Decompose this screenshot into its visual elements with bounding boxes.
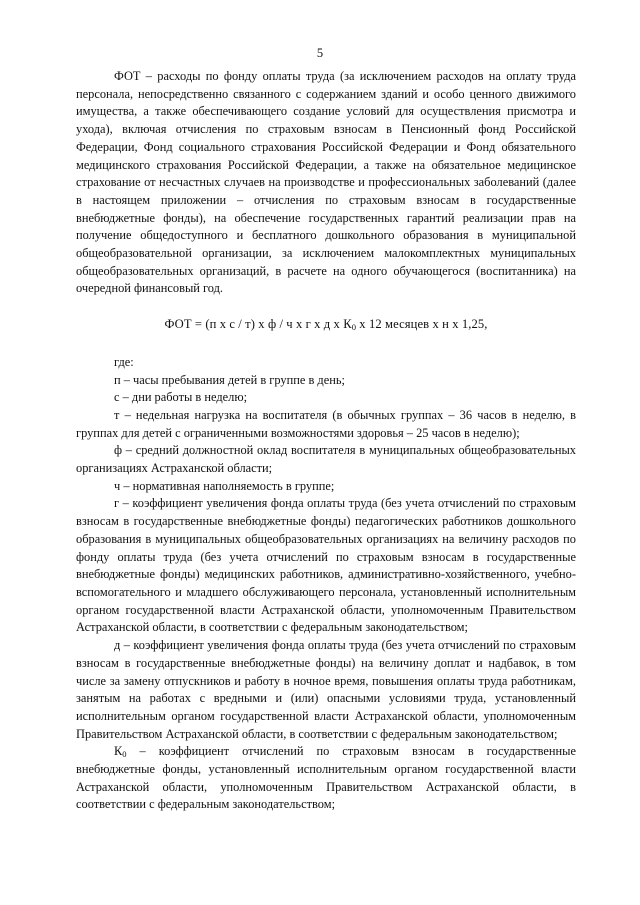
- formula-subscript: 0: [351, 322, 357, 333]
- k0-text: – коэффициент отчислений по страховым взносам в государственные внебюджетные фонды, установленный исполнительным органом государственной власти Астраханской области, уполномоченным Правительством Астраханской области, в соответствии с федеральным законодательством;: [76, 744, 576, 812]
- variable-item-k0: [76, 743, 576, 814]
- variable-item-f: ф – средний должностной оклад воспитателя в муниципальных общеобразовательных организациях Астраханской области;: [76, 443, 576, 476]
- k0-subscript: 0: [122, 749, 127, 760]
- variable-item-t: т – недельная нагрузка на воспитателя (в обычных группах – 36 часов в неделю, в группах для детей с ограниченными возможностями здоровья – 25 часов в неделю);: [76, 407, 576, 440]
- k0-symbol: К: [114, 744, 123, 759]
- document-body: [76, 68, 576, 814]
- page-number: 5: [316, 46, 324, 60]
- where-label: где:: [114, 354, 134, 369]
- formula-main: ФОТ = (п х с / т) х ф / ч х г х д х К: [164, 317, 352, 332]
- variable-item-s: с – дни работы в неделю;: [114, 390, 248, 405]
- fot-definition-paragraph: ФОТ – расходы по фонду оплаты труда (за исключением расходов на оплату труда персонала, непосредственно связанного с содержанием зданий и особо ценного движимого имущества, а также обеспечивающего создание условий для осуществления присмотра и ухода), включая отчисления по страховым взносам в Пенсионный фонд Российской Федерации, Фонд социального страхования Российской Федерации и Фонд обязательного медицинского страхования Российской Федерации, а также на обязательное медицинское страхование от несчастных случаев на производстве и профессиональных заболеваний (далее в настоящем приложении – отчисления по страховым взносам в государственные внебюджетные фонды), на обеспечение государственных гарантий реализации прав на получение общедоступного и бесплатного дошкольного образования в муниципальной общеобразовательной организации, за исключением малокомплектных муниципальных общеобразовательных организаций, в расчете на одного обучающегося (воспитанника) на очередной финансовый год.: [76, 69, 576, 296]
- variable-item-p: п – часы пребывания детей в группе в день;: [114, 372, 345, 387]
- formula-tail: х 12 месяцев х н х 1,25,: [356, 317, 488, 332]
- variable-item-ch: ч – нормативная наполняемость в группе;: [114, 478, 335, 493]
- variable-item-g: г – коэффициент увеличения фонда оплаты труда (без учета отчислений по страховым взносам в государственные внебюджетные фонды) педагогических работников дошкольного образования в муниципальных общеобразовательных организациях на величину расходов по фонду оплаты труда (без учета отчислений по страховым взносам в государственные внебюджетные фонды) медицинских работников, административно-хозяйственного, учебно-вспомогательного и младшего обслуживающего персонала, установленный исполнительным органом государственной власти Астраханской области, уполномоченным Правительством Астраханской области, в соответствии с федеральным законодательством;: [76, 496, 576, 635]
- fot-formula: [76, 316, 576, 334]
- variable-item-d: д – коэффициент увеличения фонда оплаты труда (без учета отчислений по страховым взносам в государственные внебюджетные фонды) на величину доплат и надбавок, в том числе за замену отпускников и работу в ночное время, повышения оплаты труда работникам, занятым на работах с вредными и (или) опасными условиями труда, установленный исполнительным органом государственной власти Астраханской области, уполномоченным Правительством Астраханской области, в соответствии с федеральным законодательством;: [76, 638, 576, 741]
